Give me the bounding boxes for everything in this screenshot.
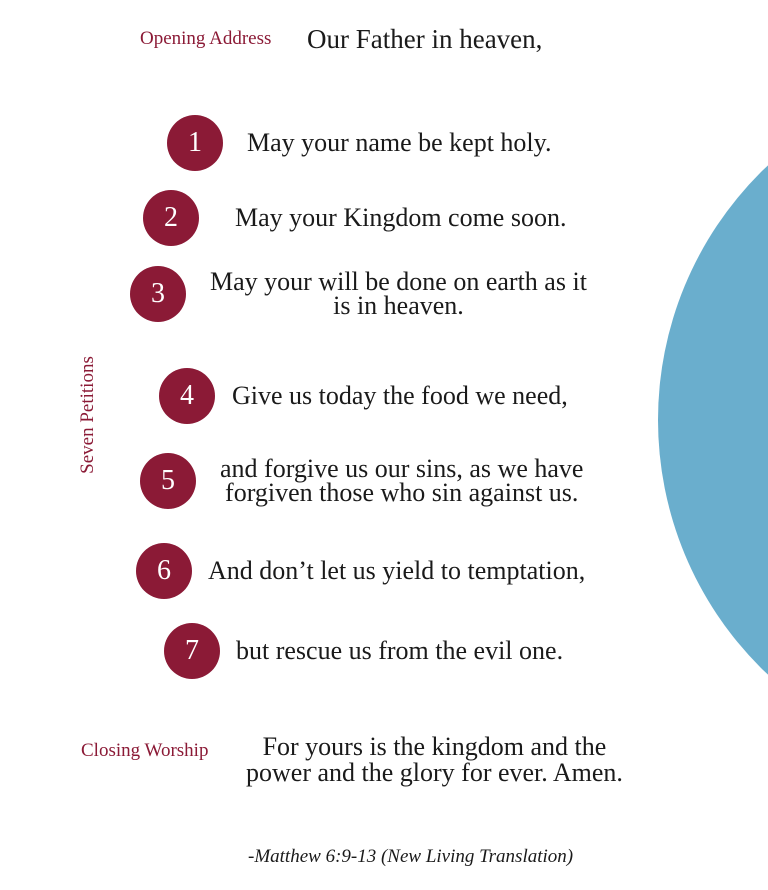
scripture-citation: -Matthew 6:9-13 (New Living Translation) [248,846,574,867]
opening-address-text: Our Father in heaven, [307,24,543,54]
petition-line: and forgive us our sins, as we have [220,454,584,483]
petition-number-badge: 1 [167,115,223,171]
petition-3 [130,266,587,322]
petition-number-badge: 3 [130,266,186,322]
petition-1 [167,115,551,171]
petition-line: but rescue us from the evil one. [236,636,564,665]
petition-line: forgiven those who sin against us. [225,478,579,507]
petition-text [236,636,564,665]
petition-line: is in heaven. [333,291,464,320]
opening-address-label: Opening Address [140,28,272,49]
petition-line: May your name be kept holy. [247,128,552,157]
petition-number-badge: 7 [164,623,220,679]
seven-petitions-label: Seven Petitions [77,356,98,474]
closing-worship-text [246,734,623,786]
petition-line: Give us today the food we need, [232,381,568,410]
petition-text [232,381,568,410]
petition-2 [143,190,566,246]
closing-line: power and the glory for ever. Amen. [246,758,623,787]
petition-line: May your will be done on earth as it [210,267,587,296]
closing-worship-label: Closing Worship [81,740,209,761]
petition-number-badge: 5 [140,453,196,509]
petition-text [220,454,584,507]
petition-line: May your Kingdom come soon. [235,203,567,232]
petition-number-badge: 2 [143,190,199,246]
petition-5 [140,453,583,509]
petition-text [208,556,586,585]
closing-line: For yours is the kingdom and the [262,732,607,761]
petition-number-badge: 4 [159,368,215,424]
petition-number-badge: 6 [136,543,192,599]
petition-4 [159,368,568,424]
petition-text [235,203,567,232]
petition-7 [164,623,563,679]
petition-text [210,267,587,320]
petition-line: And don’t let us yield to temptation, [208,556,586,585]
petition-text [247,128,552,157]
decorative-blue-circle [658,70,768,770]
petition-6 [136,543,585,599]
